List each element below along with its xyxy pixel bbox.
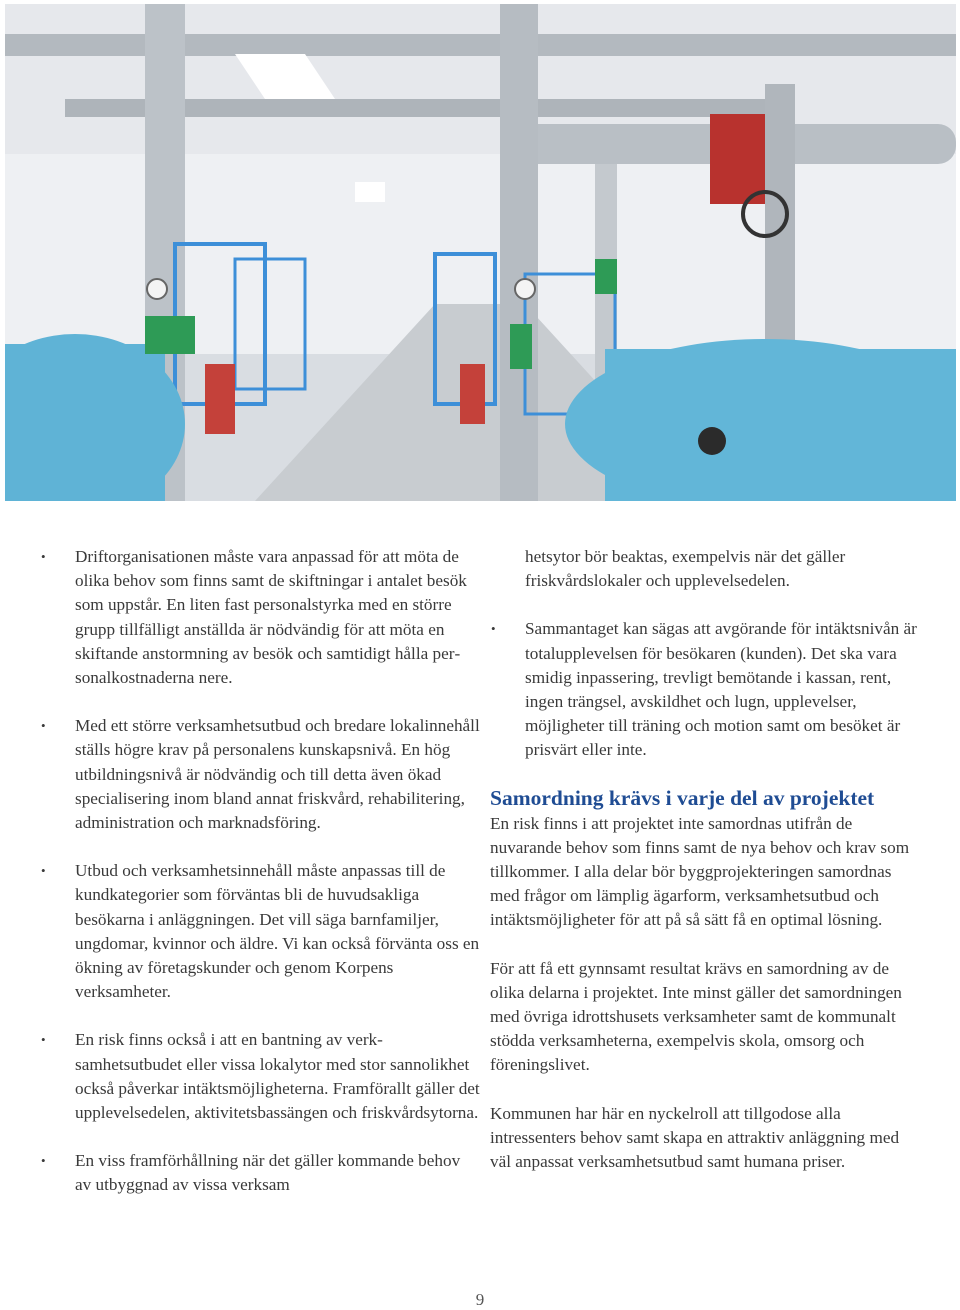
bullet-text: Sammantaget kan sägas att avgörande för intäktsnivån är totalupplevelsen för besökaren (kunden). Det ska vara smidig inpassering, trevligt bemötande i kassan, rent, ingen trängsel, avskildhet och lugn, upplevelser, möjligheter till träning och motion samt om besöket är prisvärt eller inte. [525, 619, 917, 760]
bullet-text: Driftorganisationen måste vara anpassad för att möta de olika behov som finns samt de skiftningar i antalet besök som uppstår. En liten fast personalstyrka med en större grupp tillfälligt anställda är nödvändig för att möta en skiftande anstormning av besök och samtidigt hålla personalkostnaderna nere. [75, 547, 467, 688]
bullet-text: En risk finns också i att en bantning av verksamhetsutbudet eller vissa lokalytor med stor sannolikhet också påverkar intäktsmöjligheterna. Framförallt gäller det upplevelsedelen, aktivitetsbassängen och friskvårdsytorna. [75, 1030, 480, 1123]
bullet-dot-icon: • [41, 1032, 46, 1048]
filter-room-illustration [5, 4, 956, 501]
bullet-dot-icon: • [41, 1153, 46, 1169]
section-heading: Samordning krävs i varje del av projektet [490, 785, 875, 810]
bullet-text: Utbud och verksamhetsinnehåll måste anpassas till de kundkategorier som förväntas bli de huvudsakliga besökarna i anläggningen. Det vill säga barnfamiljer, ungdomar, kvinnor och äldre. Vi kan också förvänta oss en ökning av företagskunder och genom Korpens verksamheter. [75, 861, 480, 1002]
bullet-text: Med ett större verksamhetsutbud och bredare lokalinnehåll ställs högre krav på personalens kunskapsnivå. En hög utbildningsnivå är nödvändig och till detta även ökad specialisering inom bland annat friskvård, rehabilitering, administration och marknadsföring. [75, 716, 480, 833]
bullet-dot-icon: • [41, 549, 46, 564]
bullet-item [490, 617, 920, 762]
bullet-item [40, 1028, 480, 1125]
bullet-continuation [490, 545, 920, 593]
bullet-item [40, 545, 480, 690]
bullet-item [40, 859, 480, 1004]
paragraph: En risk finns i att projektet inte samordnas utifrån de nuvarande behov som finns samt de nya behov och krav som tillkommer. I alla delar bör byggprojekteringen samordnas med frågor om lämplig ägarform, verksamhetsutbud och intäktsmöjligheter för att på så sätt få en optimal lösning. [490, 813, 910, 930]
page-number: 9 [475, 1290, 485, 1309]
bullet-text: En viss framförhållning när det gäller kommande behov av utbyggnad av vissa verksam [75, 1151, 461, 1195]
paragraph: För att få ett gynnsamt resultat krävs en samordning av de olika delarna i projektet. Inte minst gäller det samordningen med övriga idrottshusets verksamheter samt de kommunalt stödda verksamheterna, exempelvis skola, omsorg och föreningslivet. [490, 958, 902, 1075]
continuation-text: hetsytor bör beaktas, exempelvis när det gäller friskvårdslokaler och upplevelsedelen. [525, 547, 846, 591]
bullet-dot-icon: • [41, 863, 46, 879]
bullet-item [40, 1149, 480, 1197]
right-column [490, 545, 920, 1174]
bullet-dot-icon: • [41, 718, 46, 734]
bullet-item [40, 714, 480, 835]
bullet-dot-icon: • [491, 621, 496, 637]
left-column [40, 545, 480, 1198]
paragraph: Kommunen har här en nyckelroll att tillgodose alla intressenters behov samt skapa en attraktiv anläggning med väl anpassat verksamhetsutbud samt humana priser. [490, 1103, 900, 1172]
header-photo-filter-room [5, 4, 956, 501]
